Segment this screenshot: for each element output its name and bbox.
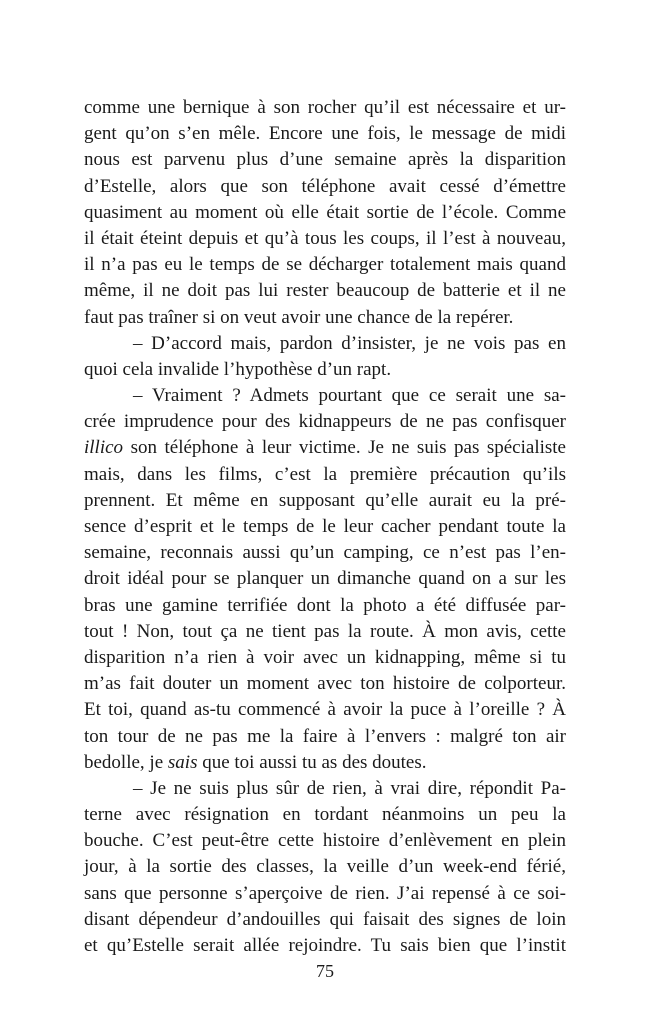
text-segment: comme une bernique à son rocher qu’il est nécessaire et ur- <box>84 97 566 118</box>
text-line <box>84 724 566 750</box>
text-line <box>84 383 566 409</box>
text-line <box>84 200 566 226</box>
text-line <box>84 566 566 592</box>
text-line <box>84 488 566 514</box>
text-segment: nous est parvenu plus d’une semaine après la disparition <box>84 149 566 171</box>
text-line <box>84 907 566 933</box>
text-segment: disparition n’a rien à voir avec un kidnapping, même si tu <box>84 646 566 668</box>
text-line <box>84 462 566 488</box>
text-segment: ton tour de ne pas me la faire à l’envers : malgré ton air <box>84 725 566 747</box>
text-segment: quoi cela invalide l’hypothèse d’un rapt. <box>84 358 392 380</box>
text-segment: sence d’esprit et le temps de le leur cacher pendant toute la <box>84 516 566 537</box>
text-segment: son téléphone à leur victime. Je ne suis pas spécialiste <box>123 437 566 459</box>
page-number: 75 <box>316 961 334 981</box>
text-segment: m’as fait douter un moment avec ton histoire de colporteur. <box>84 673 566 695</box>
text-line <box>84 881 566 907</box>
text-line <box>84 174 566 200</box>
text-segment: – D’accord mais, pardon d’insister, je ne vois pas en <box>133 332 566 354</box>
text-line <box>84 776 566 802</box>
text-line <box>84 854 566 880</box>
text-line <box>84 802 566 828</box>
text-segment: semaine, reconnais aussi qu’un camping, ce n’est pas l’en- <box>84 542 566 564</box>
text-line <box>84 750 566 776</box>
text-segment: d’Estelle, alors que son téléphone avait cessé d’émettre <box>84 175 566 197</box>
text-line <box>84 671 566 697</box>
text-segment: que toi aussi tu as des doutes. <box>197 751 427 773</box>
italic-word: illico <box>84 437 124 459</box>
text-line <box>84 252 566 278</box>
text-line <box>84 357 566 383</box>
text-segment: droit idéal pour se planquer un dimanche quand on a sur les <box>84 568 566 590</box>
text-segment: bras une gamine terrifiée dont la photo a été diffusée par- <box>84 594 566 616</box>
italic-word: sais <box>167 751 198 773</box>
text-line <box>84 95 566 121</box>
text-segment: sans que personne s’aperçoive de rien. J’ai repensé à ce soi- <box>84 882 566 904</box>
text-segment: même, il ne doit pas lui rester beaucoup de batterie et il ne <box>84 280 566 302</box>
page-body <box>84 95 566 959</box>
text-segment: terne avec résignation en tordant néanmoins un peu la <box>84 804 566 826</box>
text-line <box>84 593 566 619</box>
text-segment: prennent. Et même en supposant qu’elle aurait eu la pré- <box>84 489 566 511</box>
text-line <box>84 305 566 331</box>
text-segment: tout ! Non, tout ça ne tient pas la route. À mon avis, cette <box>84 620 566 642</box>
text-line <box>84 540 566 566</box>
text-line <box>84 278 566 304</box>
text-line <box>84 226 566 252</box>
text-segment: faut pas traîner si on veut avoir une chance de la repérer. <box>84 306 514 328</box>
text-segment: jour, à la sortie des classes, la veille d’un week-end férié, <box>84 856 566 878</box>
text-segment: gent qu’on s’en mêle. Encore une fois, le message de midi <box>84 123 566 145</box>
text-line <box>84 147 566 173</box>
text-segment: bedolle, je <box>84 751 168 773</box>
text-segment: mais, dans les films, c’est la première précaution qu’ils <box>84 463 566 485</box>
text-line <box>84 409 566 435</box>
text-line <box>84 619 566 645</box>
text-line <box>84 697 566 723</box>
text-line <box>84 933 566 959</box>
text-line <box>84 645 566 671</box>
text-line <box>84 828 566 854</box>
text-segment: quasiment au moment où elle était sortie de l’école. Comme <box>84 201 566 223</box>
text-segment: et qu’Estelle serait allée rejoindre. Tu sais bien que l’instit <box>84 935 566 956</box>
text-segment: – Vraiment ? Admets pourtant que ce serait une sa- <box>133 385 566 407</box>
text-line <box>84 331 566 357</box>
text-segment: disant dépendeur d’andouilles qui faisait des signes de loin <box>84 908 566 930</box>
text-line <box>84 121 566 147</box>
text-line <box>84 435 566 461</box>
text-segment: il n’a pas eu le temps de se décharger totalement mais quand <box>84 254 566 276</box>
text-segment: Et toi, quand as-tu commencé à avoir la puce à l’oreille ? À <box>84 699 566 721</box>
text-segment: il était éteint depuis et qu’à tous les coups, il l’est à nouveau, <box>84 227 566 249</box>
text-segment: bouche. C’est peut-être cette histoire d’enlèvement en plein <box>84 830 566 852</box>
text-segment: – Je ne suis plus sûr de rien, à vrai dire, répondit Pa- <box>133 777 566 799</box>
text-segment: crée imprudence pour des kidnappeurs de ne pas confisquer <box>84 411 566 433</box>
text-line <box>84 514 566 540</box>
